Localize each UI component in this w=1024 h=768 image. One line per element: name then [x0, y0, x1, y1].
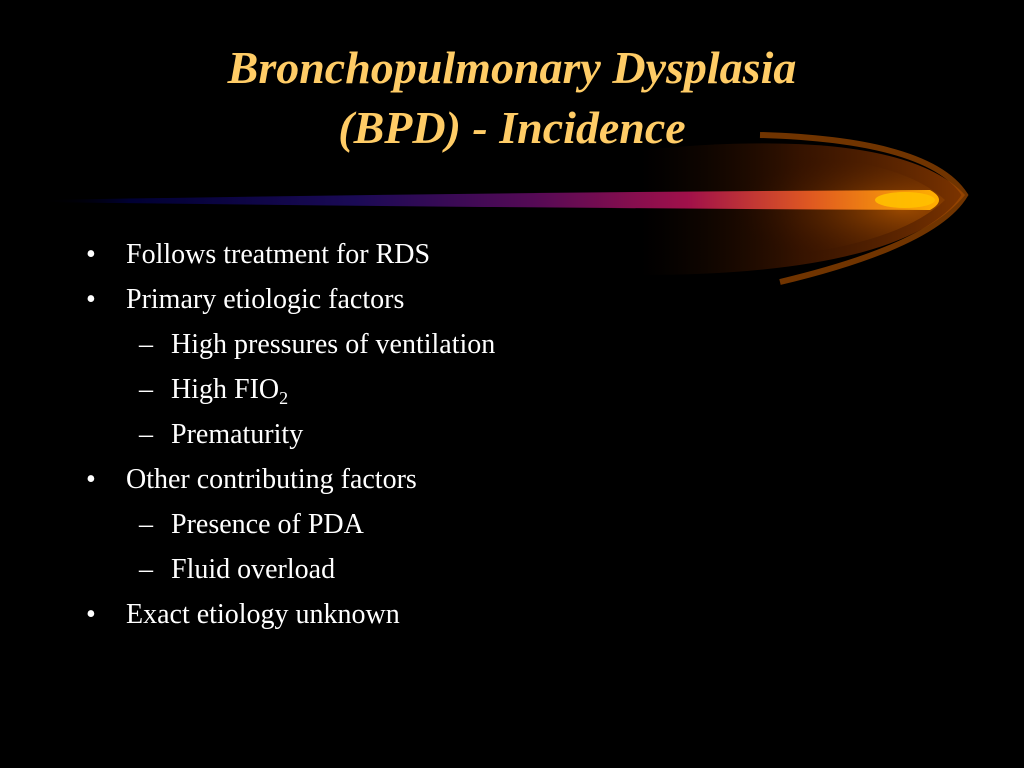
sub-bullet-item [86, 547, 986, 592]
bullet-text [126, 592, 400, 637]
bullet-text-main: Prematurity [171, 419, 304, 450]
bullet-text-main: Presence of PDA [171, 509, 364, 540]
bullet-text [171, 412, 303, 457]
bullet-text [171, 322, 495, 367]
dash-marker: – [139, 329, 153, 360]
bullet-item [86, 232, 986, 277]
bullet-marker: • [86, 239, 96, 270]
title-line-2: (BPD) - Incidence [338, 102, 686, 153]
sub-bullet-item [86, 367, 986, 412]
subscript: 2 [279, 388, 289, 408]
bullet-text [126, 457, 417, 502]
bullet-list [86, 232, 986, 637]
bullet-marker: • [86, 599, 96, 630]
bullet-text-main: Fluid overload [171, 554, 336, 585]
bullet-text-main: Other contributing factors [126, 464, 417, 495]
sub-bullet-item [86, 502, 986, 547]
bullet-item [86, 457, 986, 502]
bullet-marker: • [86, 284, 96, 315]
bullet-text-main: High pressures of ventilation [171, 329, 496, 360]
dash-marker: – [139, 374, 153, 405]
dash-marker: – [139, 419, 153, 450]
bullet-item [86, 592, 986, 637]
bullet-text [126, 232, 430, 277]
bullet-marker: • [86, 464, 96, 495]
title-line-1: Bronchopulmonary Dysplasia [227, 42, 797, 93]
slide-title [0, 38, 1024, 158]
dash-marker: – [139, 509, 153, 540]
sub-bullet-item [86, 412, 986, 457]
bullet-text [171, 367, 288, 412]
bullet-item [86, 277, 986, 322]
bullet-text [171, 547, 335, 592]
dash-marker: – [139, 554, 153, 585]
bullet-text-main: Follows treatment for RDS [126, 239, 431, 270]
bullet-text [171, 502, 364, 547]
sub-bullet-item [86, 322, 986, 367]
bullet-text-main: Primary etiologic factors [126, 284, 405, 315]
bullet-text-main: Exact etiology unknown [126, 599, 400, 630]
bullet-text [126, 277, 404, 322]
bullet-text-main: High FIO [171, 374, 280, 405]
